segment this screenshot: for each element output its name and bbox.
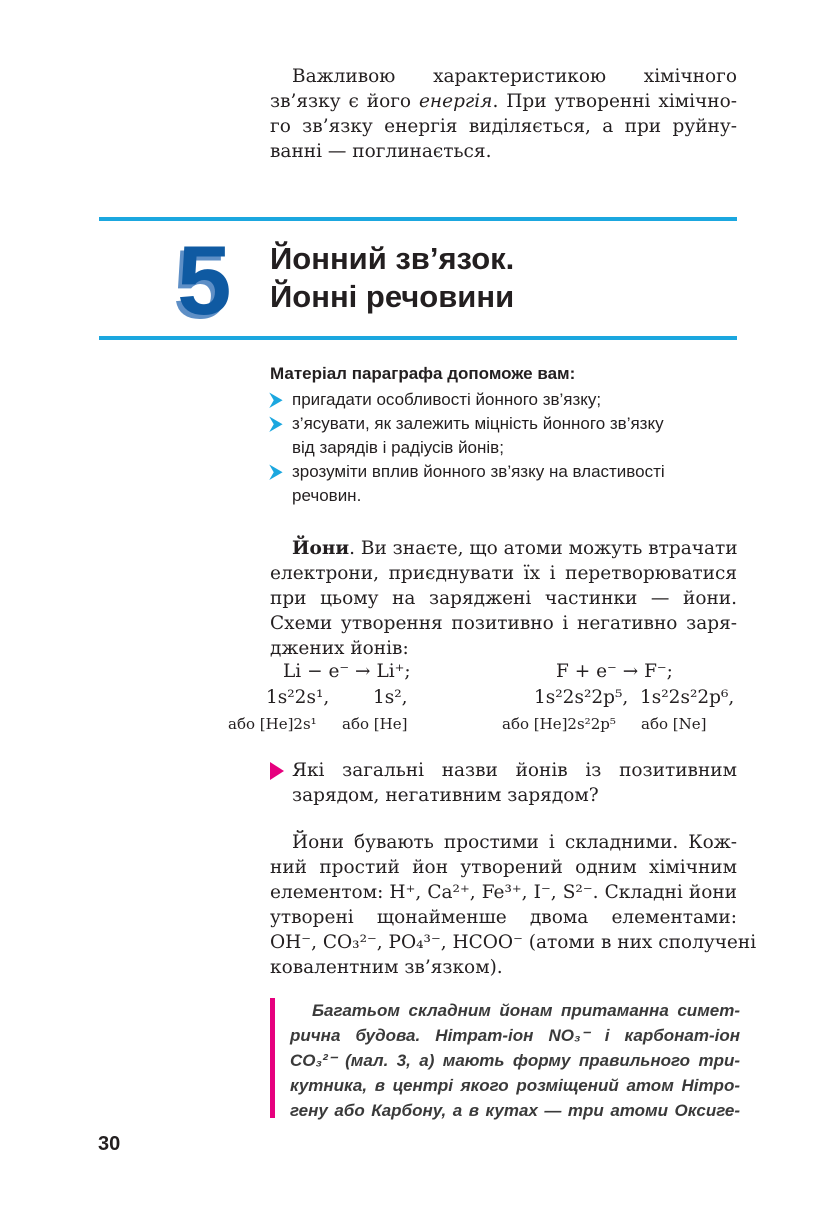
intro-line: ванні — поглинається. [270,141,492,162]
fluorine-equation: F + e⁻ → F⁻; [556,661,673,682]
fluorine-config-atom: 1s²2s²2p⁵, [534,687,629,708]
chevron-right-icon: ⮞ [270,414,283,433]
paragraph-line: OH⁻, CO₃²⁻, PO₄³⁻, HCOO⁻ (атоми в них сполучені [270,932,757,953]
page-number: 30 [98,1133,121,1155]
paragraph-line: ковалентним зв’язком). [270,957,503,978]
paragraph-line: ний простий йон утворений одним хімічним [270,857,737,878]
lithium-config-atom: 1s²2s¹, [266,687,330,708]
fluorine-alt-atom: або [He]2s²2p⁵ [502,715,616,733]
note-line: CO₃²⁻ (мал. 3, а) мають форму правильного три- [290,1051,740,1070]
note-line: рична будова. Нітрат-іон NO₃⁻ і карбонат-іон [290,1026,740,1045]
section-bottom-rule [99,336,737,340]
question-block [292,758,737,808]
goal-text: з’ясувати, як залежить міцність йонного зв’язку [292,414,664,433]
goal-item [270,460,740,508]
section-number: 5 [177,225,232,335]
note-block [290,998,740,1123]
question-line: Які загальні назви йонів із позитивним [292,760,737,781]
section-title-line: Йонні речовини [270,279,515,314]
goal-item [270,412,740,460]
goal-item [270,388,740,412]
note-line: Багатьом складним йонам притаманна симет- [312,1001,740,1020]
goal-text: речовин. [292,486,362,505]
note-line: кутника, в центрі якого розміщений атом Нітро- [290,1076,740,1095]
ions-term: Йони [292,538,350,559]
section-top-rule [99,217,737,221]
ions-line: Схеми утворення позитивно і негативно заря- [270,613,737,634]
ions-paragraph [270,536,737,661]
fluorine-config-ion: 1s²2s²2p⁶, [640,687,735,708]
intro-paragraph [270,64,737,164]
paragraph-line: Йони бувають простими і складними. Кож- [292,832,737,853]
ions-line: електрони, приєднувати їх і перетворюватися [270,563,737,584]
fluorine-alt-ion: або [Ne] [641,715,707,733]
lithium-config-ion: 1s², [373,687,408,708]
intro-line: зв’язку є його енергія. При утворенні хімічно- [270,91,737,112]
lithium-alt-atom: або [He]2s¹ [228,715,317,733]
lithium-equation: Li − e⁻ → Li⁺; [283,661,411,682]
simple-complex-paragraph [270,830,757,980]
intro-line: Важливою характеристикою хімічного [292,66,737,87]
note-sidebar-bar [270,998,275,1118]
goal-text: пригадати особливості йонного зв’язку; [292,390,602,409]
learning-goals [270,362,740,508]
goals-heading: Матеріал параграфа допоможе вам: [270,364,576,383]
chevron-right-icon: ⮞ [270,462,283,481]
lithium-alt-ion: або [He] [342,715,408,733]
goal-text: зрозуміти вплив йонного зв’язку на властивості [292,462,665,481]
note-line: гену або Карбону, а в кутах — три атоми Оксиге- [290,1101,740,1120]
question-line: зарядом, негативним зарядом? [292,785,599,806]
chevron-right-icon: ⮞ [270,390,283,409]
energy-term: енергія [418,91,493,112]
ions-line: Йони. Ви знаєте, що атоми можуть втрачати [292,538,738,559]
ions-line: джених йонів: [270,638,409,659]
goal-text: від зарядів і радіусів йонів; [292,438,504,457]
ions-line: при цьому на заряджені частинки — йони. [270,588,737,609]
paragraph-line: утворені щонайменше двома елементами: [270,907,737,928]
section-title-line: Йонний зв’язок. [270,241,515,276]
question-triangle-icon [270,762,284,780]
intro-line: го зв’язку енергія виділяється, а при руйну- [270,116,737,137]
paragraph-line: елементом: H⁺, Ca²⁺, Fe³⁺, I⁻, S²⁻. Складні йони [270,882,737,903]
section-title [270,240,514,316]
